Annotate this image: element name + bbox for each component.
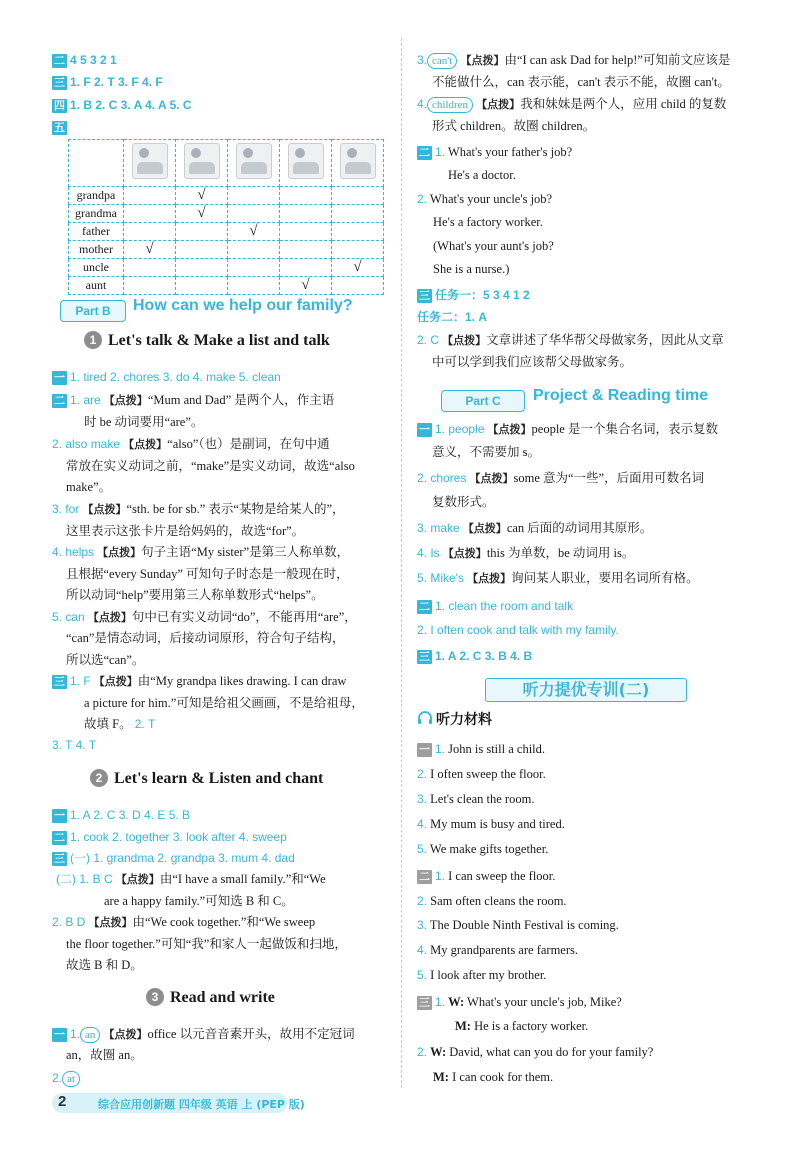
table-row-label: aunt — [69, 277, 124, 295]
answer-line: 一 1. tired 2. chores 3. do 4. make 5. clean — [54, 370, 281, 384]
explanation-line: 且根据“every Sunday” 可知句子时态是一般现在时， — [66, 567, 349, 581]
script-line: 4. My grandparents are farmers. — [417, 943, 578, 957]
script-line: 2. I often sweep the floor. — [417, 767, 546, 781]
check-mark: √ — [332, 259, 384, 277]
chore-picture-4 — [280, 140, 332, 187]
listening-material-heading: 听力材料 — [417, 710, 492, 730]
explanation-line: 三 1. F 【点拨】由“My grandpa likes drawing. I can draw — [54, 674, 347, 688]
explanation-line: 不能做什么，can 表示能，can't 表示不能，故圈 can't。 — [432, 75, 730, 89]
script-line: 2. W: David, what can you do for your family? — [417, 1045, 654, 1059]
part-c-label: Part C — [441, 390, 525, 412]
answer-line: 三 1. F 2. T 3. F 4. F — [54, 75, 163, 89]
chore-picture-1 — [124, 140, 176, 187]
chore-picture-3 — [228, 140, 280, 187]
explanation-line: 2. C 【点拨】文章讲述了华华帮父母做家务，因此从文章 — [417, 333, 724, 347]
part-c-title: Project & Reading time — [533, 387, 709, 404]
listening-section-title: 听力提优专训(二) — [485, 678, 687, 702]
check-mark: √ — [228, 223, 280, 241]
check-mark: √ — [124, 241, 176, 259]
chore-picture-5 — [332, 140, 384, 187]
explanation-line: 4. helps 【点拨】句子主语“My sister”是第三人称单数， — [52, 545, 350, 559]
explanation-line: 故填 F。 2. T — [84, 717, 156, 731]
explanation-line: 形式 children。故圈 children。 — [432, 119, 596, 133]
check-mark: √ — [176, 187, 228, 205]
circled-answer: an — [80, 1027, 100, 1043]
explanation-line: 3. make 【点拨】can 后面的动词用其原形。 — [417, 521, 653, 535]
headphones-icon — [417, 711, 433, 725]
part-b-label: Part B — [60, 300, 126, 322]
script-line: 3. The Double Ninth Festival is coming. — [417, 918, 619, 932]
explanation-line: 故选 B 和 D。 — [66, 958, 143, 972]
page-footer — [52, 1093, 305, 1113]
explanation-line: 所以选“can”。 — [66, 653, 145, 667]
explanation-line: 2. chores 【点拨】some 意为“一些”，后面用可数名词 — [417, 471, 705, 485]
answer-line: She is a nurse.) — [433, 262, 510, 276]
explanation-line: 这里表示这张卡片是给妈妈的，故选“for”。 — [66, 524, 305, 538]
answer-line: 一 1. A 2. C 3. D 4. E 5. B — [54, 808, 191, 822]
book-title: 综合应用创新题 四年级 英语 上 (PEP 版) — [98, 1098, 305, 1111]
answer-line: 二 1. cook 2. together 3. look after 4. sweep — [54, 830, 287, 844]
table-row-label: grandpa — [69, 187, 124, 205]
answer-line: 三 任务一：5 3 4 1 2 — [419, 288, 530, 302]
answer-line: 三 1. A 2. C 3. B 4. B — [419, 649, 533, 663]
part-c-header — [441, 387, 761, 412]
explanation-line: 3. for 【点拨】“sth. be for sb.” 表示“某物是给某人的”， — [52, 502, 345, 516]
script-line: M: He is a factory worker. — [455, 1019, 589, 1033]
answer-line: 五 — [54, 122, 65, 134]
answer-line: 二 4 5 3 2 1 — [54, 53, 117, 67]
section-heading: 1 Let's talk & Make a list and talk — [84, 331, 330, 350]
answer-line: (What's your aunt's job? — [433, 239, 554, 253]
table-row-label: uncle — [69, 259, 124, 277]
explanation-line: 4. children 【点拨】我和妹妹是两个人，应用 child 的复数 — [417, 97, 727, 111]
table-corner-cell — [69, 140, 124, 187]
part-b-title: How can we help our family? — [133, 297, 353, 314]
part-b-header — [60, 297, 390, 322]
answer-line: 3. T 4. T — [52, 738, 97, 752]
circled-answer: children — [427, 97, 473, 113]
chore-picture-2 — [176, 140, 228, 187]
script-line: 一 1. John is still a child. — [419, 742, 546, 756]
answer-line: 二 1. clean the room and talk — [419, 599, 574, 613]
answer-line: 二 1. What's your father's job? — [419, 145, 573, 159]
explanation-line: the floor together.”可知“我”和家人一起做饭和扫地， — [66, 937, 347, 951]
section-heading: 2 Let's learn & Listen and chant — [90, 769, 323, 788]
answer-line: 任务二：1. A — [417, 310, 488, 324]
explanation-line: 4. Is 【点拨】this 为单数，be 动词用 is。 — [417, 546, 635, 560]
script-line: 3. Let's clean the room. — [417, 792, 535, 806]
answer-line: 2. I often cook and talk with my family. — [417, 623, 619, 637]
explanation-line: 2. also make 【点拨】“also”（也）是副词，在句中通 — [52, 437, 330, 451]
script-line: 三 1. W: What's your uncle's job, Mike? — [419, 995, 622, 1009]
script-line: 2. Sam often cleans the room. — [417, 894, 567, 908]
explanation-line: 二 1. are 【点拨】“Mum and Dad” 是两个人，作主语 — [54, 393, 335, 407]
table-row-label: mother — [69, 241, 124, 259]
explanation-line: (二) 1. B C 【点拨】由“I have a small family.”和“We — [56, 872, 326, 886]
explanation-line: are a happy family.”可知选 B 和 C。 — [104, 894, 294, 908]
section-heading: 3 Read and write — [146, 988, 275, 1007]
explanation-line: 所以动词“help”要用第三人称单数形式“helps”。 — [66, 588, 324, 602]
answer-line: 2. What's your uncle's job? — [417, 192, 553, 206]
page-number: 2 — [58, 1093, 67, 1110]
answer-line: He's a factory worker. — [433, 215, 543, 229]
explanation-line: 5. can 【点拨】句中已有实义动词“do”，不能再用“are”， — [52, 610, 357, 624]
explanation-line: 一 1. an 【点拨】office 以元音音素开头，故用不定冠词 — [54, 1027, 355, 1041]
explanation-line: “can”是情态动词，后接动词原形，符合句子结构， — [66, 631, 345, 645]
table-row-label: father — [69, 223, 124, 241]
script-line: 二 1. I can sweep the floor. — [419, 869, 556, 883]
explanation-line: 时 be 动词要用“are”。 — [84, 415, 204, 429]
explanation-line: 2. at — [52, 1068, 80, 1088]
script-line: 4. My mum is busy and tired. — [417, 817, 565, 831]
explanation-line: 常放在实义动词之前，“make”是实义动词，故选“also — [66, 459, 355, 473]
explanation-line: 中可以学到我们应该帮父母做家务。 — [432, 355, 633, 369]
explanation-line: make”。 — [66, 480, 112, 494]
family-chore-table — [68, 139, 384, 295]
explanation-line: 一 1. people 【点拨】people 是一个集合名词，表示复数 — [419, 422, 718, 436]
check-mark: √ — [280, 277, 332, 295]
answer-line: 三 (一) 1. grandma 2. grandpa 3. mum 4. dad — [54, 851, 295, 865]
script-line: 5. I look after my brother. — [417, 968, 547, 982]
column-divider — [401, 38, 402, 1088]
circled-answer: at — [62, 1071, 80, 1087]
explanation-line: a picture for him.”可知是给祖父画画，不是给祖母， — [84, 696, 364, 710]
explanation-line: 2. B D 【点拨】由“We cook together.”和“We sweep — [52, 915, 316, 929]
answer-line: 四 1. B 2. C 3. A 4. A 5. C — [54, 98, 192, 112]
explanation-line: 5. Mike's 【点拨】询问某人职业，要用名词所有格。 — [417, 571, 699, 585]
check-mark: √ — [176, 205, 228, 223]
circled-answer: can't — [427, 53, 457, 69]
explanation-line: 意义，不需要加 s。 — [432, 445, 540, 459]
explanation-line: 复数形式。 — [432, 495, 495, 509]
answer-line: He's a doctor. — [448, 168, 516, 182]
script-line: 5. We make gifts together. — [417, 842, 549, 856]
explanation-line: 3. can't 【点拨】由“I can ask Dad for help!”可知前文应该是 — [417, 53, 731, 67]
explanation-line: an，故圈 an。 — [66, 1048, 143, 1062]
script-line: M: I can cook for them. — [433, 1070, 554, 1084]
table-row-label: grandma — [69, 205, 124, 223]
